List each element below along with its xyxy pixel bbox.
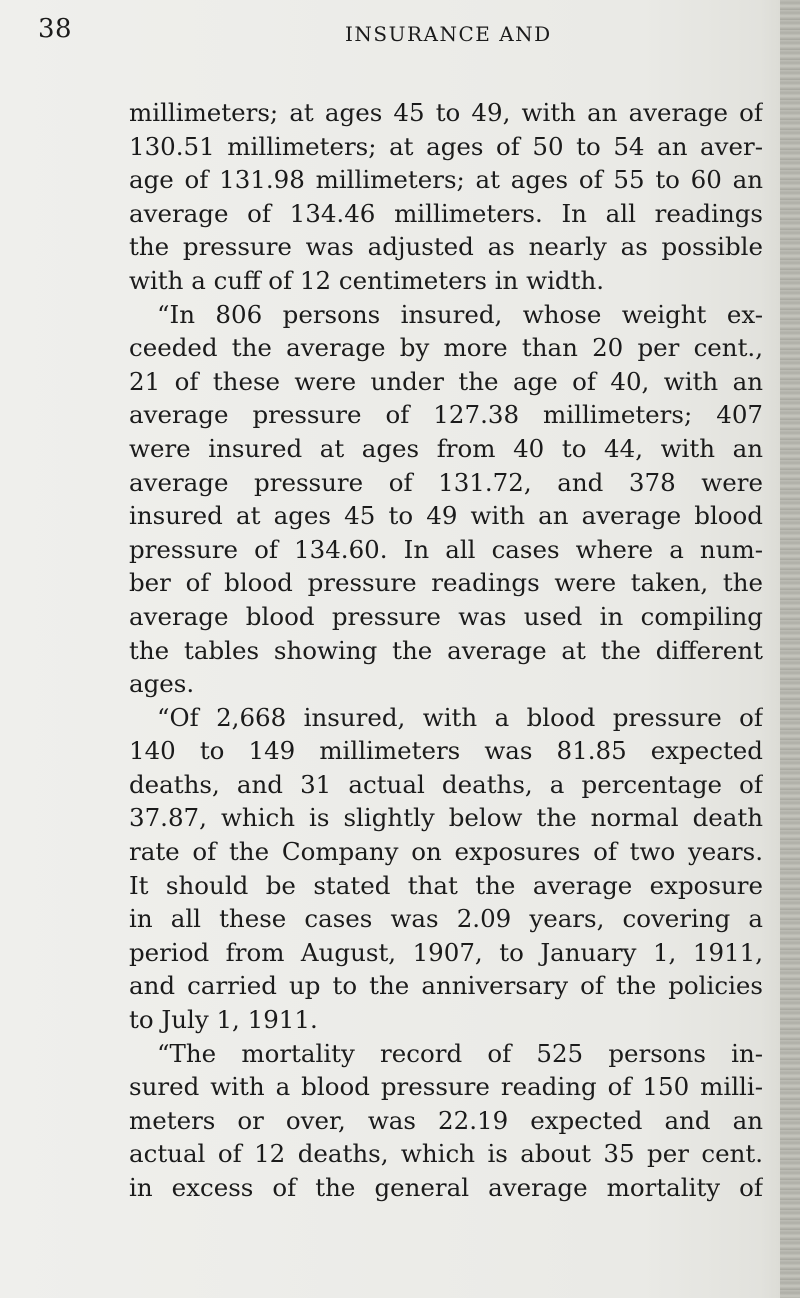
text-line: the pressure was adjusted as nearly as possible xyxy=(129,232,763,262)
text-line: millimeters; at ages 45 to 49, with an average of xyxy=(129,98,763,127)
text-line: ber of blood pressure readings were taken, the xyxy=(129,568,763,598)
text-line: It should be stated that the average exposure xyxy=(129,870,763,900)
text-line: sured with a blood pressure reading of 150 milli- xyxy=(129,1072,763,1102)
page-edge xyxy=(780,0,800,1298)
text-line: in excess of the general average mortality of xyxy=(129,1173,763,1202)
text-line: age of 131.98 millimeters; at ages of 55 to 60 an xyxy=(129,165,763,195)
text-line: average pressure of 127.38 millimeters; 407 xyxy=(129,400,763,430)
text-line: 140 to 149 millimeters was 81.85 expected xyxy=(129,736,763,766)
body-text xyxy=(129,96,763,1205)
text-line: ceeded the average by more than 20 per cent., xyxy=(129,333,763,363)
text-line: and carried up to the anniversary of the policies xyxy=(129,971,763,1001)
text-line: ages. xyxy=(129,669,195,699)
text-line: pressure of 134.60. In all cases where a num- xyxy=(129,534,763,564)
page-number: 38 xyxy=(38,14,73,44)
text-line: 130.51 millimeters; at ages of 50 to 54 an aver- xyxy=(129,131,763,161)
text-line: period from August, 1907, to January 1, 1911, xyxy=(129,937,763,967)
text-line: meters or over, was 22.19 expected and an xyxy=(129,1105,763,1135)
text-line: insured at ages 45 to 49 with an average blood xyxy=(129,501,763,531)
text-line: in all these cases was 2.09 years, covering a xyxy=(129,904,763,934)
text-line: actual of 12 deaths, which is about 35 per cent. xyxy=(129,1139,763,1169)
text-line: with a cuff of 12 centimeters in width. xyxy=(129,265,605,295)
text-line: “In 806 persons insured, whose weight ex- xyxy=(157,299,763,329)
text-line: deaths, and 31 actual deaths, a percentage of xyxy=(129,769,763,799)
text-line: average pressure of 131.72, and 378 were xyxy=(129,467,763,497)
text-line: were insured at ages from 40 to 44, with an xyxy=(129,433,763,463)
text-line: 21 of these were under the age of 40, with an xyxy=(129,366,763,396)
text-line: to July 1, 1911. xyxy=(129,1005,318,1035)
text-line: average blood pressure was used in compiling xyxy=(129,601,763,631)
running-head: INSURANCE AND xyxy=(345,22,552,46)
text-line: rate of the Company on exposures of two years. xyxy=(129,837,763,867)
text-line: 37.87, which is slightly below the normal death xyxy=(129,803,763,833)
text-line: the tables showing the average at the different xyxy=(129,635,763,665)
text-line: average of 134.46 millimeters. In all readings xyxy=(129,198,763,228)
text-line: “The mortality record of 525 persons in- xyxy=(157,1038,763,1068)
page-header xyxy=(0,14,780,54)
text-line: “Of 2,668 insured, with a blood pressure of xyxy=(157,702,763,732)
